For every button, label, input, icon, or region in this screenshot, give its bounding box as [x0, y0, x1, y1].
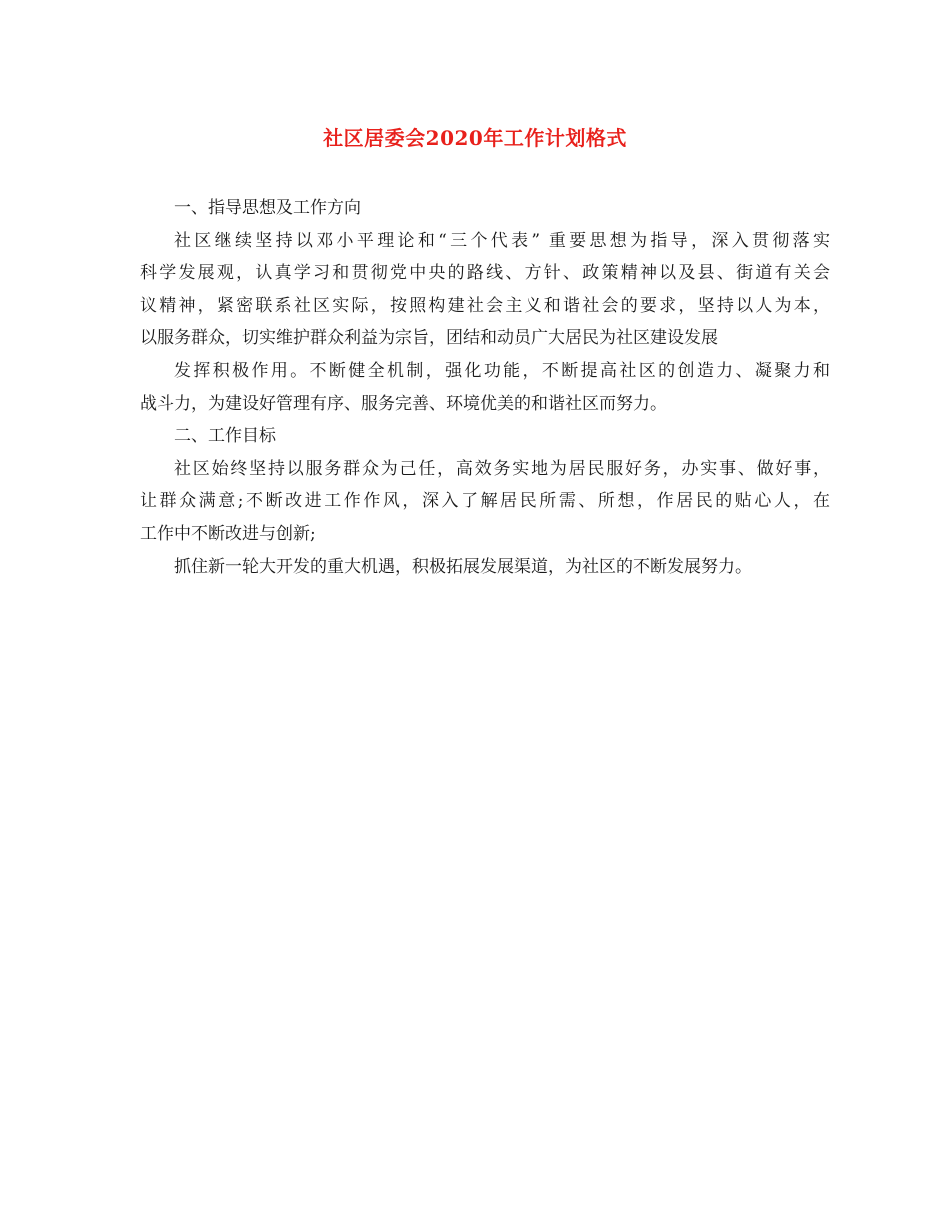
paragraph-line: 二、工作目标	[174, 426, 276, 447]
paragraph-line: 以服务群众，切实维护群众利益为宗旨，团结和动员广大居民为社区建设发展	[140, 328, 718, 349]
paragraph-line: 一、指导思想及工作方向	[174, 198, 361, 218]
document-body	[140, 192, 830, 583]
paragraph-line: 抓住新一轮大开发的重大机遇，积极拓展发展渠道，为社区的不断发展努力。	[174, 556, 752, 577]
paragraph-line: 议精神，紧密联系社区实际，按照构建社会主义和谐社会的要求，坚持以人为本，	[140, 295, 830, 316]
paragraph-line: 社区始终坚持以服务群众为己任，高效务实地为居民服好务，办实事、做好事，	[174, 458, 830, 479]
paragraph-line: 社区继续坚持以邓小平理论和“三个代表” 重要思想为指导，深入贯彻落实	[174, 230, 830, 251]
paragraph-line: 让群众满意;不断改进工作作风，深入了解居民所需、所想，作居民的贴心人，在	[140, 491, 830, 512]
paragraph-line: 科学发展观，认真学习和贯彻党中央的路线、方针、政策精神以及县、街道有关会	[140, 263, 830, 284]
document-title: 社区居委会2020年工作计划格式	[323, 126, 627, 150]
paragraph-line: 工作中不断改进与创新;	[140, 523, 316, 544]
paragraph-line: 发挥积极作用。不断健全机制，强化功能，不断提高社区的创造力、凝聚力和	[174, 360, 830, 381]
paragraph-line: 战斗力，为建设好管理有序、服务完善、环境优美的和谐社区而努力。	[140, 393, 667, 414]
